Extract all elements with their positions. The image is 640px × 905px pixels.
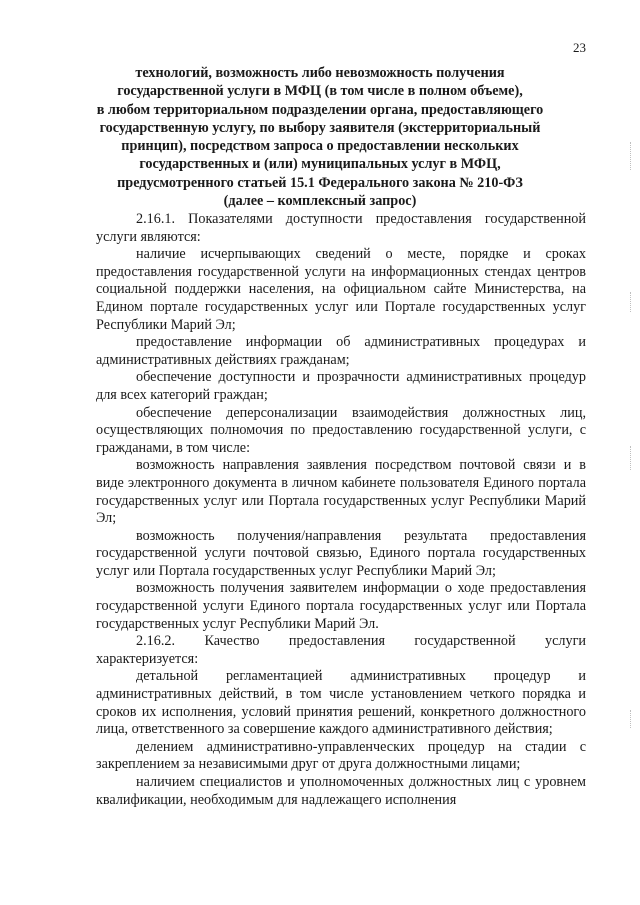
paragraph: возможность направления заявления посредством почтовой связи и в виде электронного документа в личном кабинете пользователя Единого портала государственных услуг или Портала государственных услуг Республики Марий Эл; [96, 457, 586, 527]
heading-line: государственных и (или) муниципальных услуг в МФЦ, [139, 156, 501, 173]
scan-artifact [630, 710, 632, 728]
heading-line: государственную услугу, по выбору заявителя (экстерриториальный [99, 119, 541, 136]
paragraph: детальной регламентацией административных процедур и административных действий, в том числе установлением четкого порядка и сроков их исполнения, условий принятия решений, конкретного должностного лица, ответственного за совершение каждого административного действия; [96, 668, 586, 738]
paragraph: 2.16.1. Показателями доступности предоставления государственной услуги являются: [96, 211, 586, 245]
section-heading [96, 64, 544, 210]
heading-line: государственной услуги в МФЦ (в том числе в полном объеме), [117, 83, 523, 100]
heading-line: принцип), посредством запроса о предоставлении нескольких [121, 138, 519, 155]
heading-line: (далее – комплексный запрос) [223, 193, 417, 210]
paragraph: наличие исчерпывающих сведений о месте, порядке и сроках предоставления государственной услуги на информационных стендах центров социальной поддержки населения, на официальном сайте Министерства, на Едином портале государственных услуг или Портале государственных услуг Республики Марий Эл; [96, 246, 586, 333]
paragraph: 2.16.2. Качество предоставления государственной услуги характеризуется: [96, 633, 586, 667]
paragraph: возможность получения заявителем информации о ходе предоставления государственной услуги Единого портала государственных услуг или Портала государственных услуг Республики Марий Эл. [96, 580, 586, 632]
paragraph: наличием специалистов и уполномоченных должностных лиц с уровнем квалификации, необходимым для надлежащего исполнения [96, 774, 586, 808]
paragraph: обеспечение деперсонализации взаимодействия должностных лиц, осуществляющих полномочия по предоставлению государственной услуги, с гражданами, в том числе: [96, 404, 586, 456]
heading-line: в любом территориальном подразделении органа, предоставляющего [96, 101, 544, 118]
scan-artifact [630, 446, 632, 470]
page-number: 23 [573, 40, 586, 55]
heading-line: технологий, возможность либо невозможность получения [135, 65, 505, 81]
body-text [96, 211, 586, 809]
paragraph: предоставление информации об административных процедурах и административных действиях гражданам; [96, 334, 586, 368]
scan-artifact [630, 142, 632, 170]
paragraph: делением административно-управленческих процедур на стадии с закреплением за независимыми друг от друга должностными лицами; [96, 738, 586, 773]
paragraph: возможность получения/направления результата предоставления государственной услуги почтовой связью, Единого портала государственных услуг или Портала государственных услуг Республики Марий Эл; [96, 527, 586, 579]
scan-artifact [630, 292, 632, 312]
heading-line: предусмотренного статьей 15.1 Федерального закона № 210-ФЗ [117, 174, 523, 191]
paragraph: обеспечение доступности и прозрачности административных процедур для всех категорий граждан; [96, 369, 586, 403]
